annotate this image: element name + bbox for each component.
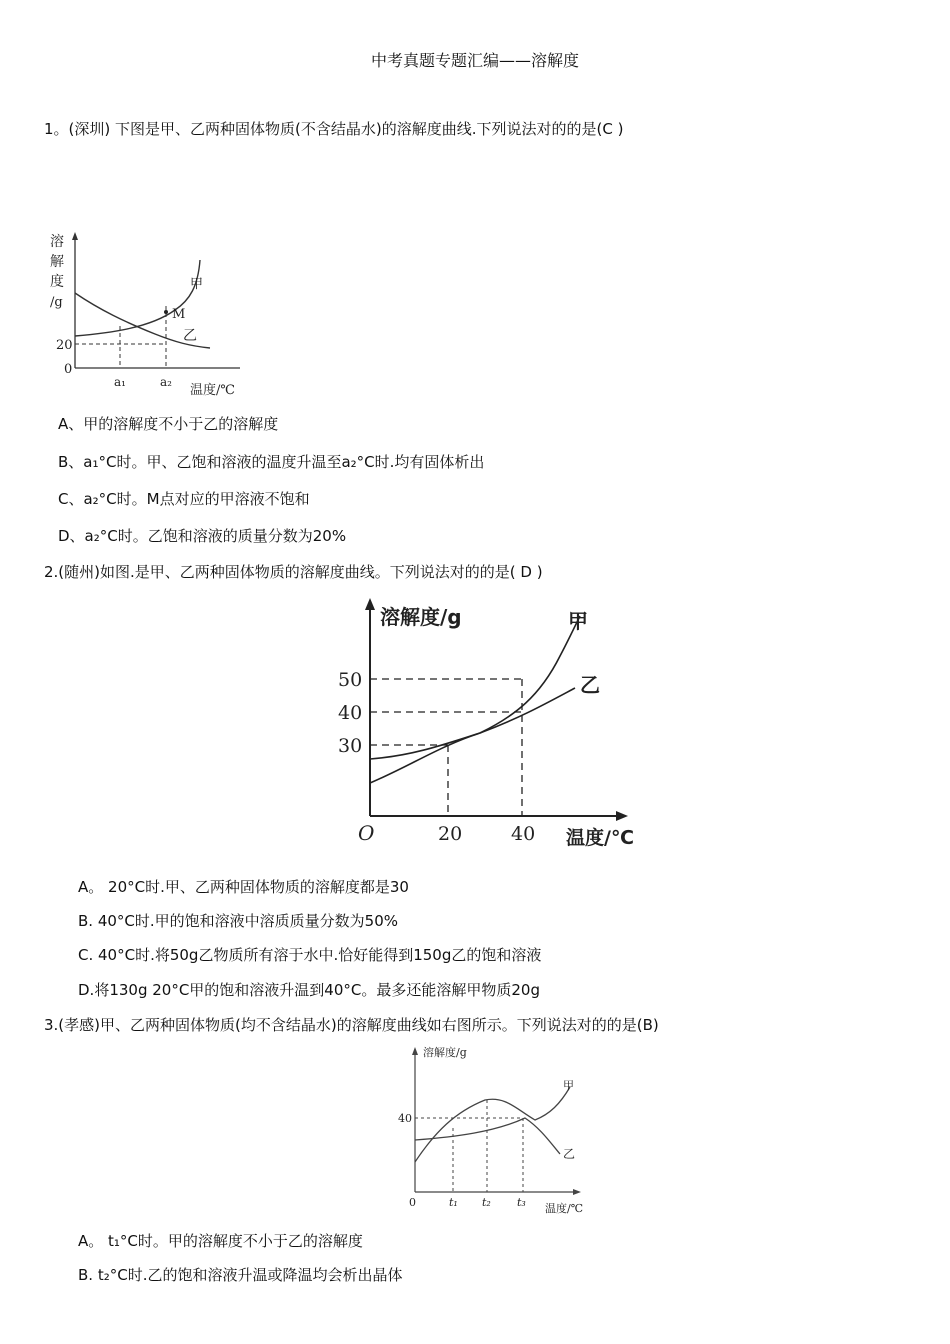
q3-option-a: A。 t₁°C时。甲的溶解度不小于乙的溶解度 — [78, 1232, 363, 1250]
q2-curve-yi — [370, 688, 575, 759]
q1-point-m-label: M — [172, 307, 186, 322]
q2-series-jia: 甲 — [568, 609, 588, 633]
q1-curve-jia — [75, 260, 200, 336]
q2-option-b: B. 40°C时.甲的饱和溶液中溶质质量分数为50% — [78, 912, 398, 930]
q1-point-m — [164, 310, 168, 314]
q1-ylabel-3: 度 — [50, 274, 64, 290]
q3-xlabel: 温度/℃ — [545, 1202, 584, 1215]
question-1-stem: 1。(深圳) 下图是甲、乙两种固体物质(不含结晶水)的溶解度曲线.下列说法对的的是(C ) — [44, 120, 624, 138]
question-3-stem: 3.(孝感)甲、乙两种固体物质(均不含结晶水)的溶解度曲线如右图所示。下列说法对的的是(B) — [44, 1016, 659, 1034]
q1-xlabel: 温度/℃ — [190, 383, 235, 398]
q1-option-a: A、甲的溶解度不小于乙的溶解度 — [58, 415, 279, 433]
q3-option-b: B. t₂°C时.乙的饱和溶液升温或降温均会析出晶体 — [78, 1266, 403, 1284]
q2-option-d: D.将130g 20°C甲的饱和溶液升温到40°C。最多还能溶解甲物质20g — [78, 981, 540, 999]
q1-ylabel-1: 溶 — [50, 234, 64, 250]
q2-ytick-30: 30 — [338, 735, 363, 757]
q1-origin: 0 — [64, 362, 73, 377]
q2-ytick-50: 50 — [338, 669, 363, 691]
q2-curve-jia — [370, 616, 580, 783]
q2-series-yi: 乙 — [580, 673, 600, 697]
q1-ylabel-2: 解 — [50, 254, 64, 270]
q1-solubility-chart — [40, 228, 260, 398]
q3-ylabel: 溶解度/g — [423, 1046, 467, 1059]
q3-solubility-chart — [395, 1042, 595, 1217]
q1-series-yi: 乙 — [183, 328, 197, 344]
question-2-stem: 2.(随州)如图.是甲、乙两种固体物质的溶解度曲线。下列说法对的的是( D ) — [44, 563, 543, 581]
q3-curve-jia — [415, 1087, 570, 1162]
q3-xtick-t2: t₂ — [482, 1196, 491, 1209]
q1-series-jia: 甲 — [190, 277, 204, 292]
q2-ytick-40: 40 — [338, 702, 363, 724]
q1-option-c: C、a₂°C时。M点对应的甲溶液不饱和 — [58, 490, 310, 508]
q1-xtick-a1: a₁ — [114, 375, 126, 389]
q1-ytick-20: 20 — [56, 338, 73, 353]
q3-series-yi: 乙 — [563, 1147, 576, 1161]
q3-origin: 0 — [409, 1196, 416, 1209]
q2-xlabel: 温度/℃ — [566, 827, 634, 849]
q2-solubility-chart — [330, 596, 634, 856]
q2-option-a: A。 20°C时.甲、乙两种固体物质的溶解度都是30 — [78, 878, 409, 896]
q1-option-b: B、a₁°C时。甲、乙饱和溶液的温度升温至a₂°C时.均有固体析出 — [58, 453, 485, 471]
q2-option-c: C. 40°C时.将50g乙物质所有溶于水中.恰好能得到150g乙的饱和溶液 — [78, 946, 542, 964]
q2-ylabel: 溶解度/g — [380, 605, 462, 629]
q1-xtick-a2: a₂ — [160, 375, 172, 389]
q3-xtick-t1: t₁ — [449, 1196, 458, 1209]
q3-xtick-t3: t₃ — [517, 1196, 526, 1209]
q1-ylabel-4: /g — [50, 295, 63, 310]
q3-series-jia: 甲 — [563, 1079, 574, 1092]
page-title: 中考真题专题汇编——溶解度 — [370, 51, 579, 70]
q2-xtick-40: 40 — [511, 823, 536, 845]
q1-option-d: D、a₂°C时。乙饱和溶液的质量分数为20% — [58, 527, 347, 545]
q2-origin: O — [358, 821, 375, 845]
q3-ytick-40: 40 — [398, 1112, 412, 1125]
q2-xtick-20: 20 — [438, 823, 463, 845]
